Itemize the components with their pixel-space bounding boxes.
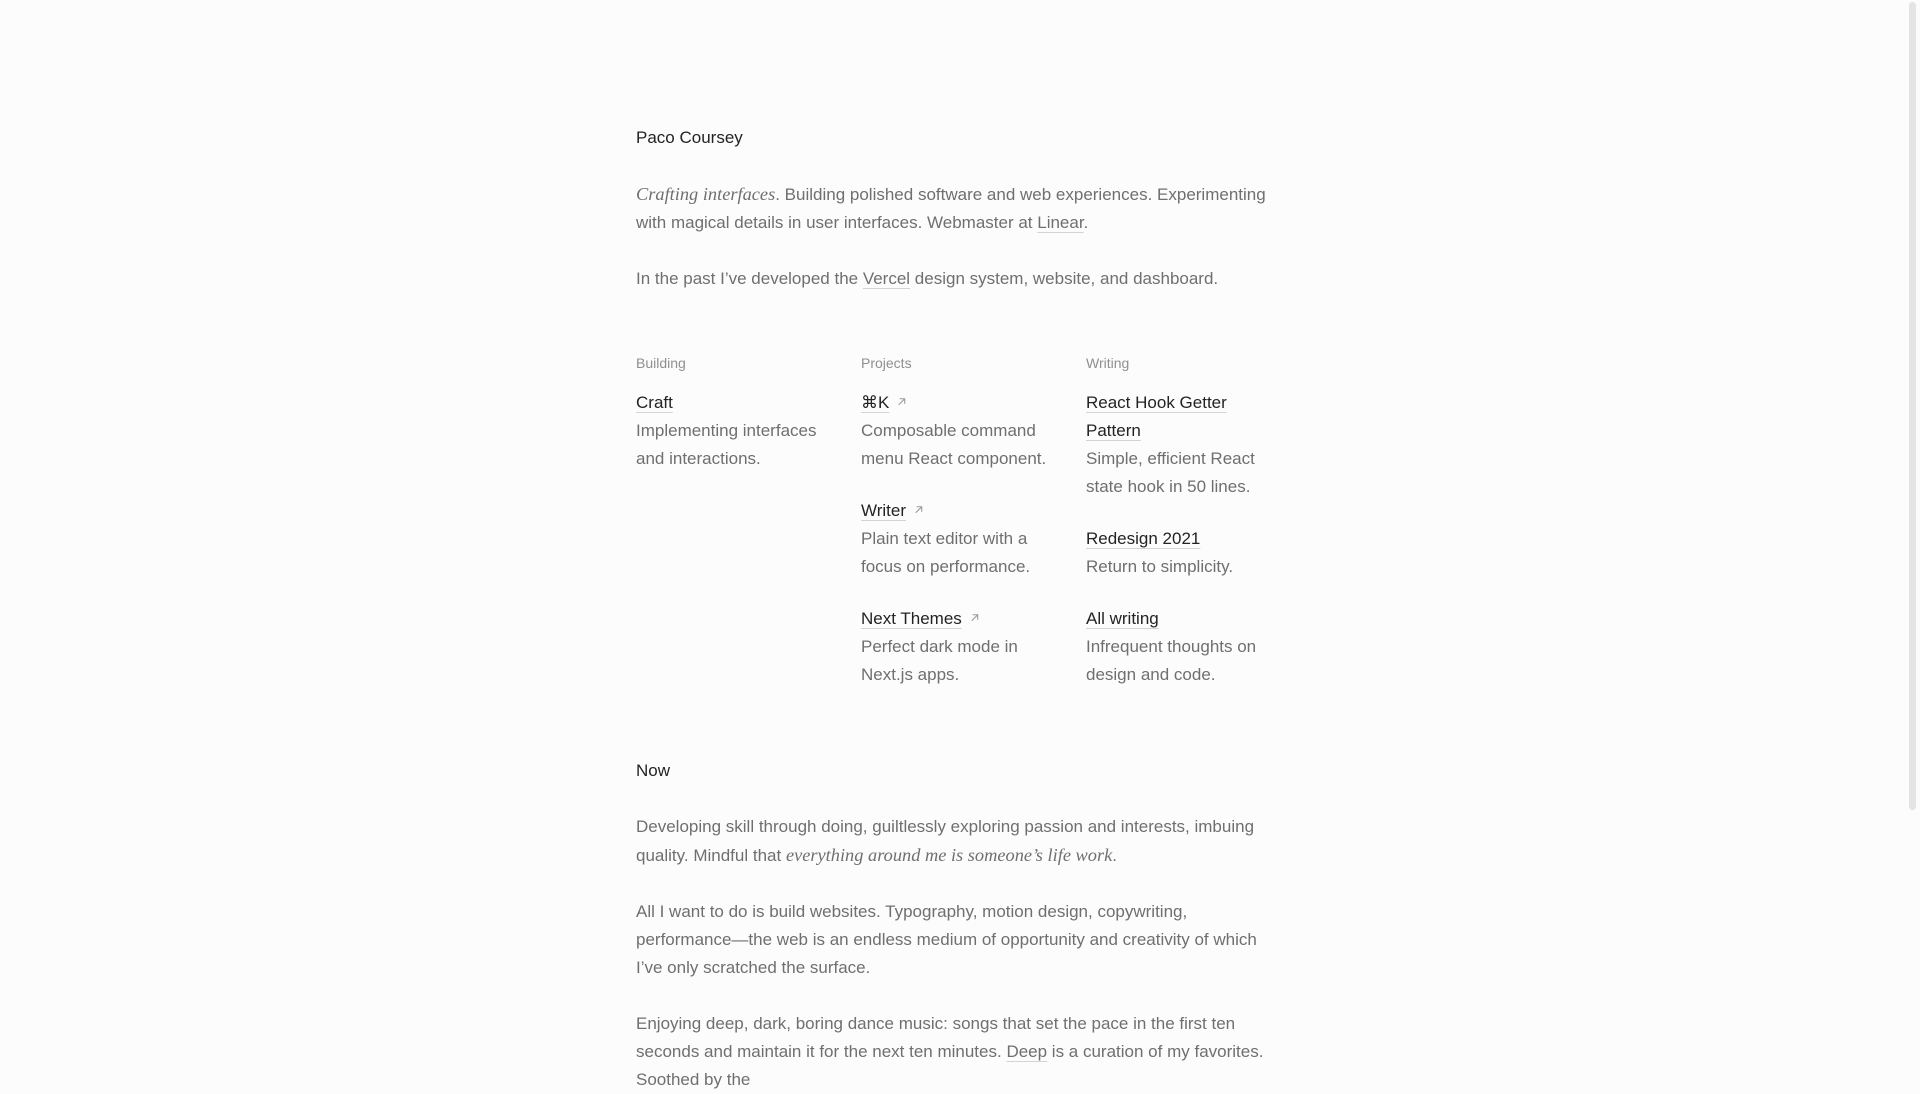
- now-p1-italic: everything around me is someone’s life work: [785, 845, 1113, 865]
- craft-link[interactable]: Craft: [636, 393, 673, 412]
- react-hook-getter-pattern-description: Simple, efficient React state hook in 50 lines.: [1086, 449, 1255, 496]
- column-header-writing: Writing: [1086, 355, 1130, 371]
- vercel-link[interactable]: Vercel: [862, 269, 911, 288]
- intro-text-a: . Building polished software and web experiences. Experimenting with magical details in user interfaces. Webmaster at: [636, 185, 1266, 232]
- lists-grid: [636, 353, 1284, 713]
- redesign-2021-link[interactable]: Redesign 2021: [1086, 529, 1201, 548]
- external-link-icon: [896, 396, 907, 407]
- now-p1-text-a: Developing skill through doing, guiltlessly exploring passion and interests, imbuing quality. Mindful that: [636, 817, 1255, 865]
- redesign-2021-description: Return to simplicity.: [1086, 557, 1234, 576]
- all-writing-description: Infrequent thoughts on design and code.: [1086, 637, 1257, 684]
- writer-link[interactable]: [861, 501, 924, 520]
- now-paragraph-2: All I want to do is build websites. Typography, motion design, copywriting, performance—the web is an endless medium of opportunity and creativity of which I’ve only scratched the surface.: [636, 902, 1257, 977]
- column-building: [636, 353, 834, 713]
- all-writing-link[interactable]: All writing: [1086, 609, 1159, 628]
- list-item-react-hook-getter-pattern: [1086, 389, 1284, 501]
- list-item-cmdk: [861, 389, 1059, 473]
- cmdk-link-label: ⌘K: [861, 393, 890, 412]
- writer-link-label: Writer: [861, 501, 907, 520]
- list-item-writer: [861, 497, 1059, 581]
- scrollbar-thumb[interactable]: [1909, 2, 1916, 810]
- next-themes-link-label: Next Themes: [861, 609, 962, 628]
- column-writing: [1086, 353, 1284, 713]
- list-item-redesign-2021: [1086, 525, 1284, 581]
- now-paragraph-1: [636, 813, 1284, 870]
- next-themes-link[interactable]: [861, 609, 980, 628]
- now-p3-text-b: is a curation of my favorites. Soothed by the: [636, 1042, 1264, 1089]
- column-header-building: Building: [636, 355, 686, 371]
- next-themes-description: Perfect dark mode in Next.js apps.: [861, 637, 1018, 684]
- writer-description: Plain text editor with a focus on performance.: [861, 529, 1031, 576]
- linear-link[interactable]: Linear: [1037, 213, 1084, 232]
- react-hook-getter-pattern-link[interactable]: React Hook Getter Pattern: [1086, 393, 1227, 440]
- past-text-a: In the past I’ve developed the: [636, 269, 863, 288]
- now-heading: Now: [636, 761, 671, 780]
- cmdk-description: Composable command menu React component.: [861, 421, 1047, 468]
- past-text-b: design system, website, and dashboard.: [910, 269, 1219, 288]
- now-p1-text-b: .: [1112, 846, 1118, 865]
- now-p3-text-a: Enjoying deep, dark, boring dance music: songs that set the pace in the first ten seconds and maintain it for the next ten minutes.: [636, 1014, 1236, 1061]
- cmdk-link[interactable]: [861, 393, 907, 412]
- list-item-next-themes: [861, 605, 1059, 689]
- now-paragraph-3: [636, 1010, 1284, 1094]
- intro-lead-italic: Crafting interfaces: [636, 184, 776, 204]
- external-link-icon: [969, 612, 980, 623]
- list-item-all-writing: [1086, 605, 1284, 689]
- intro-paragraph-2: [636, 265, 1284, 293]
- column-header-projects: Projects: [861, 355, 912, 371]
- craft-description: Implementing interfaces and interactions.: [636, 421, 817, 468]
- page-title: Paco Coursey: [636, 128, 743, 147]
- external-link-icon: [913, 504, 924, 515]
- intro-text-b: .: [1083, 213, 1089, 232]
- list-item-craft: [636, 389, 834, 473]
- column-projects: [861, 353, 1059, 713]
- page-content: [636, 0, 1284, 1094]
- intro-paragraph-1: [636, 180, 1284, 237]
- deep-link[interactable]: Deep: [1006, 1042, 1048, 1061]
